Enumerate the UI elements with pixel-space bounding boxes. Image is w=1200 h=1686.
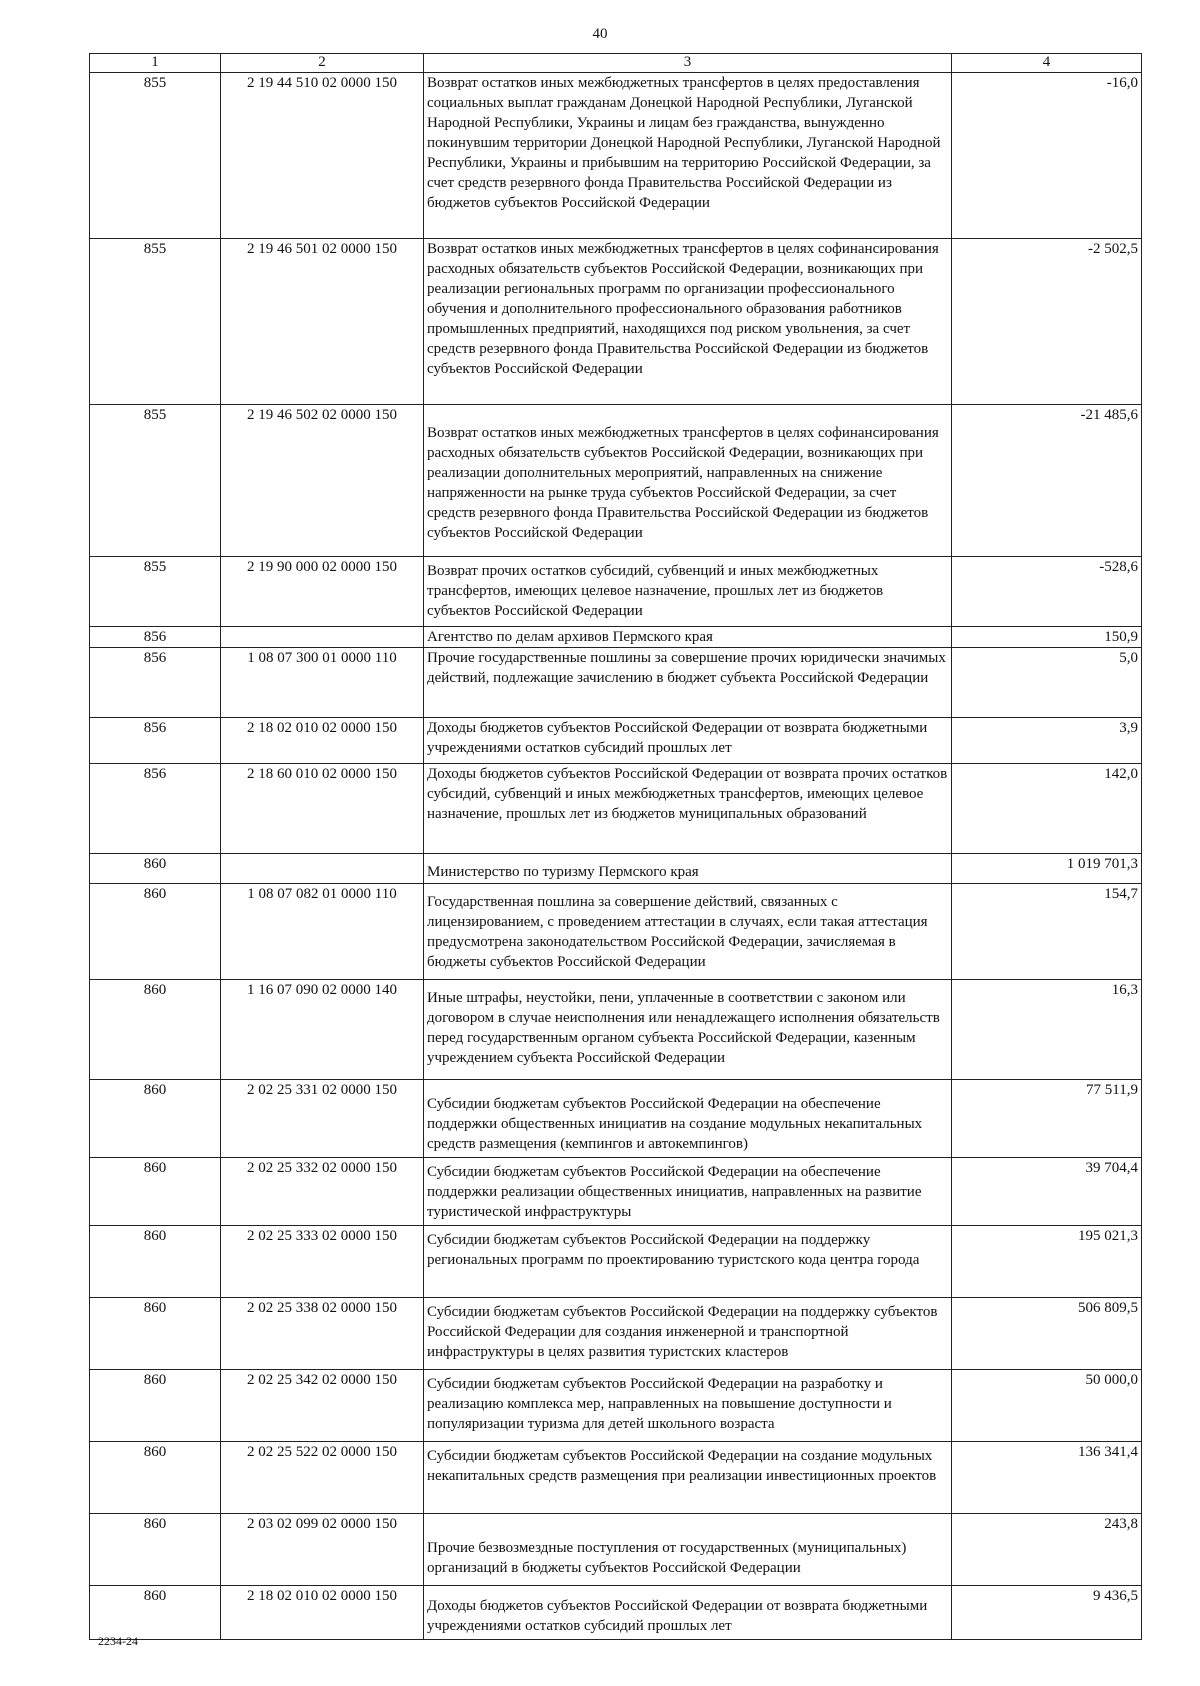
column-header-2: 2 xyxy=(221,54,424,73)
revenue-description-cell: Прочие государственные пошлины за совершение прочих юридически значимых действий, подлежащие зачислению в бюджет субъекта Российской Федерации xyxy=(424,648,952,718)
table-row xyxy=(90,1442,1142,1514)
chapter-code-cell: 860 xyxy=(90,854,221,884)
chapter-code-cell: 860 xyxy=(90,1158,221,1226)
amount-cell: 39 704,4 xyxy=(952,1158,1142,1226)
column-header-1: 1 xyxy=(90,54,221,73)
revenue-description-cell: Субсидии бюджетам субъектов Российской Федерации на создание модульных некапитальных средств размещения при реализации инвестиционных проектов xyxy=(424,1442,952,1514)
table-body xyxy=(90,73,1142,1640)
chapter-code-cell: 860 xyxy=(90,1514,221,1586)
table-row xyxy=(90,73,1142,239)
revenue-description-cell: Возврат остатков иных межбюджетных трансфертов в целях предоставления социальных выплат гражданам Донецкой Народной Республики, Луганской Народной Республики, Украины и лицам без гражданства, вынужденно покинувшим территории Донецкой Народной Республики, Луганской Народной Республики, Украины и прибывшим на территорию Российской Федерации, за счет средств резервного фонда Правительства Российской Федерации из бюджетов субъектов Российской Федерации xyxy=(424,73,952,239)
table-row xyxy=(90,1080,1142,1158)
chapter-code-cell: 860 xyxy=(90,1370,221,1442)
budget-classification-code-cell: 1 16 07 090 02 0000 140 xyxy=(221,980,424,1080)
budget-classification-code-cell: 2 19 46 501 02 0000 150 xyxy=(221,239,424,405)
column-header-4: 4 xyxy=(952,54,1142,73)
chapter-code-cell: 860 xyxy=(90,1298,221,1370)
table-row xyxy=(90,1226,1142,1298)
chapter-code-cell: 860 xyxy=(90,1586,221,1640)
amount-cell: 5,0 xyxy=(952,648,1142,718)
revenue-description-cell: Доходы бюджетов субъектов Российской Федерации от возврата прочих остатков субсидий, субвенций и иных межбюджетных трансфертов, имеющих целевое назначение, прошлых лет из бюджетов муниципальных образований xyxy=(424,764,952,854)
revenue-description-cell: Государственная пошлина за совершение действий, связанных с лицензированием, с проведением аттестации в случаях, если такая аттестация предусмотрена законодательством Российской Федерации, зачисляемая в бюджеты субъектов Российской Федерации xyxy=(424,884,952,980)
chapter-code-cell: 860 xyxy=(90,980,221,1080)
chapter-code-cell: 855 xyxy=(90,405,221,557)
revenue-description-cell: Субсидии бюджетам субъектов Российской Федерации на поддержку региональных программ по проектированию туристского кода центра города xyxy=(424,1226,952,1298)
budget-classification-code-cell: 2 02 25 332 02 0000 150 xyxy=(221,1158,424,1226)
budget-classification-code-cell: 1 08 07 300 01 0000 110 xyxy=(221,648,424,718)
budget-classification-code-cell: 2 03 02 099 02 0000 150 xyxy=(221,1514,424,1586)
amount-cell: -528,6 xyxy=(952,557,1142,627)
amount-cell: 150,9 xyxy=(952,627,1142,648)
revenue-description-cell: Возврат остатков иных межбюджетных трансфертов в целях софинансирования расходных обязательств субъектов Российской Федерации, возникающих при реализации региональных программ по организации профессионального обучения и дополнительного профессионального образования работников промышленных предприятий, находящихся под риском увольнения, за счет средств резервного фонда Правительства Российской Федерации из бюджетов субъектов Российской Федерации xyxy=(424,239,952,405)
budget-classification-code-cell: 2 18 60 010 02 0000 150 xyxy=(221,764,424,854)
amount-cell: 154,7 xyxy=(952,884,1142,980)
amount-cell: 50 000,0 xyxy=(952,1370,1142,1442)
budget-classification-code-cell: 2 19 90 000 02 0000 150 xyxy=(221,557,424,627)
revenue-description-cell: Иные штрафы, неустойки, пени, уплаченные в соответствии с законом или договором в случае неисполнения или ненадлежащего исполнения обязательств перед государственным органом субъекта Российской Федерации, казенным учреждением субъекта Российской Федерации xyxy=(424,980,952,1080)
table-row xyxy=(90,557,1142,627)
revenue-description-cell: Субсидии бюджетам субъектов Российской Федерации на обеспечение поддержки общественных инициатив на создание модульных некапитальных средств размещения (кемпингов и автокемпингов) xyxy=(424,1080,952,1158)
table-row xyxy=(90,1158,1142,1226)
revenue-description-cell: Доходы бюджетов субъектов Российской Федерации от возврата бюджетными учреждениями остатков субсидий прошлых лет xyxy=(424,718,952,764)
amount-cell: 77 511,9 xyxy=(952,1080,1142,1158)
table-row xyxy=(90,854,1142,884)
revenue-description-cell: Возврат прочих остатков субсидий, субвенций и иных межбюджетных трансфертов, имеющих целевое назначение, прошлых лет из бюджетов субъектов Российской Федерации xyxy=(424,557,952,627)
budget-classification-code-cell: 2 02 25 338 02 0000 150 xyxy=(221,1298,424,1370)
chapter-code-cell: 860 xyxy=(90,1226,221,1298)
table-row xyxy=(90,764,1142,854)
budget-classification-code-cell: 2 19 44 510 02 0000 150 xyxy=(221,73,424,239)
table-row xyxy=(90,627,1142,648)
revenue-description-cell: Агентство по делам архивов Пермского края xyxy=(424,627,952,648)
amount-cell: 243,8 xyxy=(952,1514,1142,1586)
amount-cell: -2 502,5 xyxy=(952,239,1142,405)
table-header-row xyxy=(90,54,1142,73)
chapter-code-cell: 860 xyxy=(90,1442,221,1514)
revenue-description-cell: Субсидии бюджетам субъектов Российской Федерации на поддержку субъектов Российской Федерации для создания инженерной и транспортной инфраструктуры в целях развития туристских кластеров xyxy=(424,1298,952,1370)
budget-revenue-table xyxy=(89,53,1142,1640)
budget-classification-code-cell: 2 02 25 331 02 0000 150 xyxy=(221,1080,424,1158)
table-row xyxy=(90,239,1142,405)
document-code: 2234-24 xyxy=(98,1634,138,1648)
chapter-code-cell: 856 xyxy=(90,627,221,648)
budget-classification-code-cell: 2 02 25 522 02 0000 150 xyxy=(221,1442,424,1514)
chapter-code-cell: 860 xyxy=(90,884,221,980)
table-row xyxy=(90,405,1142,557)
budget-classification-code-cell xyxy=(221,854,424,884)
amount-cell: 142,0 xyxy=(952,764,1142,854)
revenue-description-cell: Министерство по туризму Пермского края xyxy=(424,854,952,884)
chapter-code-cell: 855 xyxy=(90,557,221,627)
chapter-code-cell: 855 xyxy=(90,73,221,239)
budget-classification-code-cell: 1 08 07 082 01 0000 110 xyxy=(221,884,424,980)
chapter-code-cell: 856 xyxy=(90,648,221,718)
table-row xyxy=(90,1370,1142,1442)
revenue-description-cell: Прочие безвозмездные поступления от государственных (муниципальных) организаций в бюджеты субъектов Российской Федерации xyxy=(424,1514,952,1586)
amount-cell: -16,0 xyxy=(952,73,1142,239)
revenue-description-cell: Доходы бюджетов субъектов Российской Федерации от возврата бюджетными учреждениями остатков субсидий прошлых лет xyxy=(424,1586,952,1640)
amount-cell: 506 809,5 xyxy=(952,1298,1142,1370)
amount-cell: 136 341,4 xyxy=(952,1442,1142,1514)
amount-cell: 3,9 xyxy=(952,718,1142,764)
table-row xyxy=(90,884,1142,980)
column-header-3: 3 xyxy=(424,54,952,73)
amount-cell: 1 019 701,3 xyxy=(952,854,1142,884)
budget-classification-code-cell: 2 18 02 010 02 0000 150 xyxy=(221,718,424,764)
budget-classification-code-cell: 2 18 02 010 02 0000 150 xyxy=(221,1586,424,1640)
table-row xyxy=(90,1514,1142,1586)
amount-cell: 195 021,3 xyxy=(952,1226,1142,1298)
amount-cell: 9 436,5 xyxy=(952,1586,1142,1640)
amount-cell: 16,3 xyxy=(952,980,1142,1080)
chapter-code-cell: 856 xyxy=(90,718,221,764)
chapter-code-cell: 855 xyxy=(90,239,221,405)
revenue-description-cell: Субсидии бюджетам субъектов Российской Федерации на разработку и реализацию комплекса мер, направленных на повышение доступности и популяризации туризма для детей школьного возраста xyxy=(424,1370,952,1442)
table-row xyxy=(90,648,1142,718)
page-number: 40 xyxy=(592,26,608,42)
table-row xyxy=(90,1586,1142,1640)
budget-classification-code-cell: 2 02 25 333 02 0000 150 xyxy=(221,1226,424,1298)
table-row xyxy=(90,1298,1142,1370)
table-row xyxy=(90,980,1142,1080)
revenue-description-cell: Возврат остатков иных межбюджетных трансфертов в целях софинансирования расходных обязательств субъектов Российской Федерации, возникающих при реализации дополнительных мероприятий, направленных на снижение напряженности на рынке труда субъектов Российской Федерации, за счет средств резервного фонда Правительства Российской Федерации из бюджетов субъектов Российской Федерации xyxy=(424,405,952,557)
chapter-code-cell: 856 xyxy=(90,764,221,854)
budget-classification-code-cell: 2 19 46 502 02 0000 150 xyxy=(221,405,424,557)
chapter-code-cell: 860 xyxy=(90,1080,221,1158)
budget-classification-code-cell xyxy=(221,627,424,648)
amount-cell: -21 485,6 xyxy=(952,405,1142,557)
revenue-description-cell: Субсидии бюджетам субъектов Российской Федерации на обеспечение поддержки реализации общественных инициатив, направленных на развитие туристической инфраструктуры xyxy=(424,1158,952,1226)
table-row xyxy=(90,718,1142,764)
budget-classification-code-cell: 2 02 25 342 02 0000 150 xyxy=(221,1370,424,1442)
